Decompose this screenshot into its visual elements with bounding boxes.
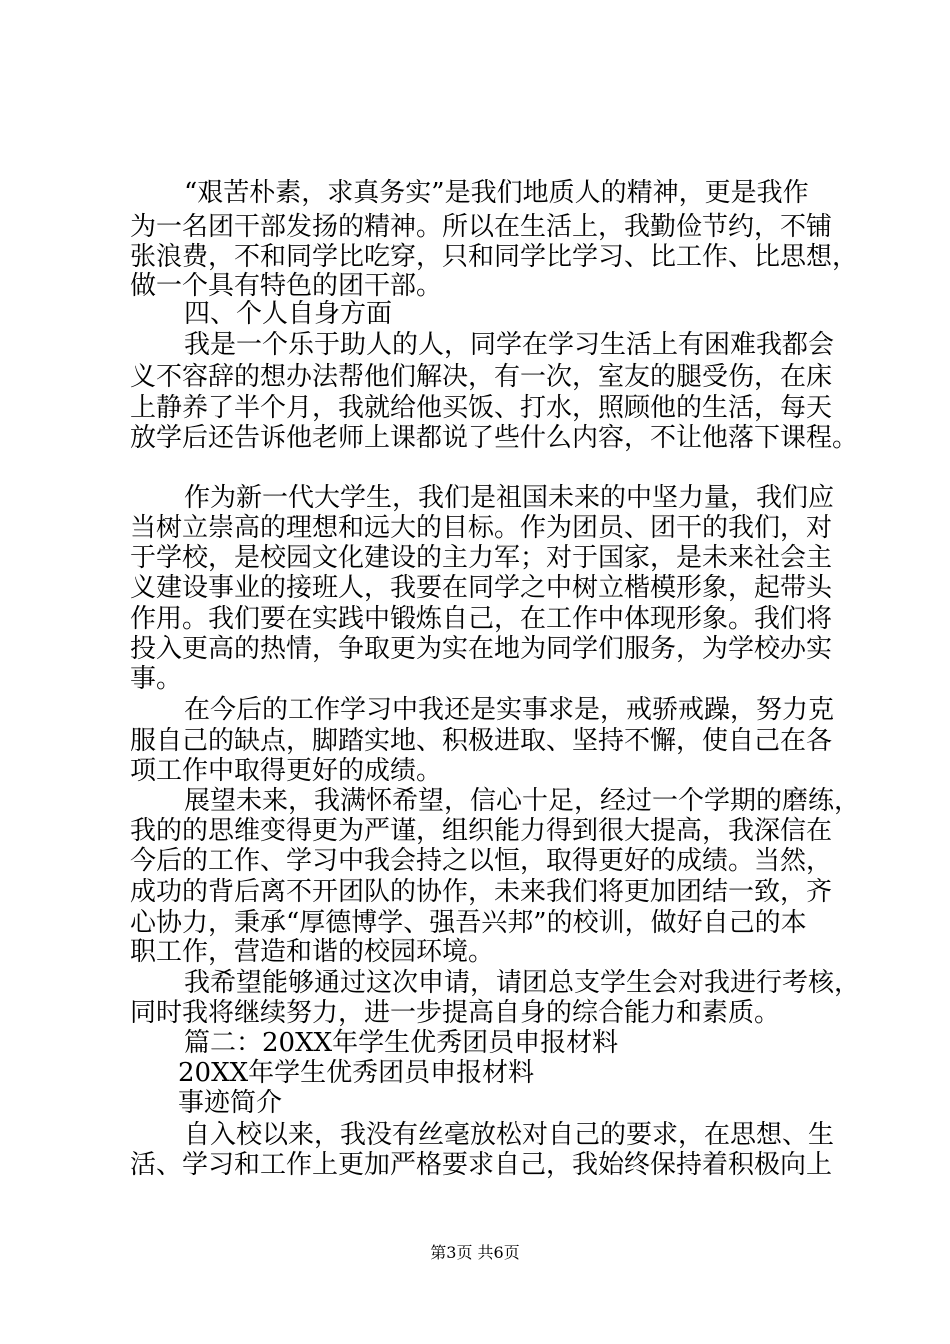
text-line: 义不容辞的想办法帮他们解决，有一次，室友的腿受伤，在床 bbox=[130, 362, 833, 392]
text-line: 服自己的缺点，脚踏实地、积极进取、坚持不懈，使自己在各 bbox=[130, 726, 833, 756]
text-line: 我是一个乐于助人的人，同学在学习生活上有困难我都会 bbox=[184, 330, 835, 360]
text-line: 心协力，秉承“厚德博学、强吾兴邦”的校训，做好自己的本 bbox=[130, 908, 807, 938]
page-number-footer: 第3页 共6页 bbox=[430, 1243, 520, 1262]
text-line: 投入更高的热情，争取更为实在地为同学们服务，为学校办实 bbox=[130, 634, 833, 664]
text-line: 张浪费，不和同学比吃穿，只和同学比学习、比工作、比思想， bbox=[130, 242, 859, 272]
section-heading: 事迹简介 bbox=[178, 1088, 283, 1118]
document-subtitle: 20XX年学生优秀团员申报材料 bbox=[178, 1058, 535, 1088]
text-line: 同时我将继续努力，进一步提高自身的综合能力和素质。 bbox=[130, 998, 781, 1028]
text-line: 做一个具有特色的团干部。 bbox=[130, 271, 443, 301]
text-line: 我的的思维变得更为严谨，组织能力得到很大提高，我深信在 bbox=[130, 816, 833, 846]
text-line: 自入校以来，我没有丝毫放松对自己的要求，在思想、生 bbox=[184, 1120, 835, 1150]
text-line: “艰苦朴素，求真务实”是我们地质人的精神，更是我作 bbox=[184, 178, 809, 208]
text-line: 今后的工作、学习中我会持之以恒，取得更好的成绩。当然， bbox=[130, 846, 833, 876]
text-line: 我希望能够通过这次申请，请团总支学生会对我进行考核， bbox=[184, 968, 861, 998]
section-heading: 篇二：20XX年学生优秀团员申报材料 bbox=[184, 1028, 619, 1058]
text-line: 当树立崇高的理想和远大的目标。作为团员、团干的我们，对 bbox=[130, 513, 833, 543]
text-line: 展望未来，我满怀希望，信心十足，经过一个学期的磨练， bbox=[184, 786, 861, 816]
text-line: 事。 bbox=[130, 664, 183, 694]
text-line: 义建设事业的接班人，我要在同学之中树立楷模形象，起带头 bbox=[130, 573, 833, 603]
text-line: 项工作中取得更好的成绩。 bbox=[130, 756, 443, 786]
section-heading: 四、个人自身方面 bbox=[184, 299, 393, 329]
text-line: 成功的背后离不开团队的协作，未来我们将更加团结一致，齐 bbox=[130, 877, 833, 907]
text-line: 在今后的工作学习中我还是实事求是，戒骄戒躁，努力克 bbox=[184, 695, 835, 725]
text-line: 于学校，是校园文化建设的主力军；对于国家，是未来社会主 bbox=[130, 543, 833, 573]
text-line: 放学后还告诉他老师上课都说了些什么内容，不让他落下课程。 bbox=[130, 423, 859, 453]
text-line: 职工作，营造和谐的校园环境。 bbox=[130, 937, 495, 967]
text-line: 上静养了半个月，我就给他买饭、打水，照顾他的生活，每天 bbox=[130, 393, 833, 423]
text-line: 作为新一代大学生，我们是祖国未来的中坚力量，我们应 bbox=[184, 483, 835, 513]
text-line: 为一名团干部发扬的精神。所以在生活上，我勤俭节约，不铺 bbox=[130, 212, 833, 242]
text-line: 活、学习和工作上更加严格要求自己，我始终保持着积极向上 bbox=[130, 1150, 833, 1180]
text-line: 作用。我们要在实践中锻炼自己，在工作中体现形象。我们将 bbox=[130, 604, 833, 634]
